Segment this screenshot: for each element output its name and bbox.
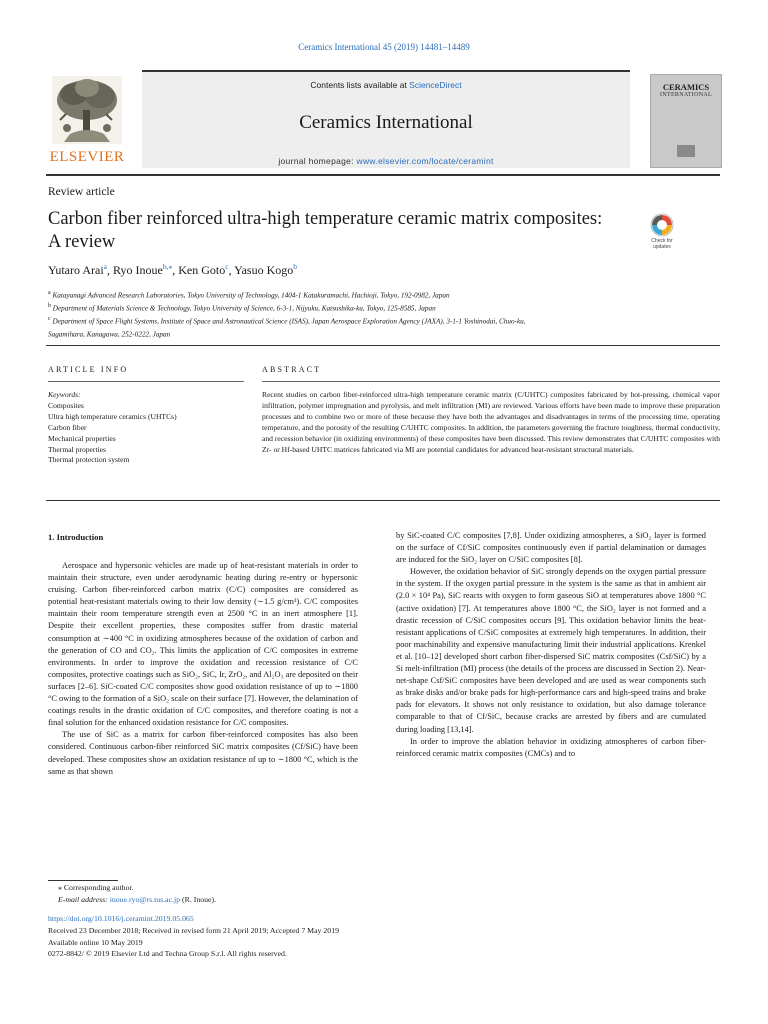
keyword-item: Thermal protection system xyxy=(48,455,130,465)
email-link[interactable]: inoue.ryo@rs.tus.ac.jp xyxy=(109,894,181,904)
elsevier-tree-icon xyxy=(52,76,122,144)
footnote-rule xyxy=(48,880,118,881)
affiliation-line xyxy=(48,327,718,340)
copyright-line: 0272-8842/ © 2019 Elsevier Ltd and Techna Group S.r.l. All rights reserved. xyxy=(48,949,287,959)
meta-divider xyxy=(46,345,720,346)
footnote xyxy=(58,882,216,905)
keywords-label: Keywords: xyxy=(48,390,81,399)
author-name[interactable]: Ken Goto xyxy=(178,263,226,277)
section-heading-introduction: 1. Introduction xyxy=(48,532,104,542)
title-line-2: A review xyxy=(48,232,116,252)
affiliation-marker: a xyxy=(48,290,51,296)
author-affiliation-marker[interactable]: b,⁎ xyxy=(162,262,173,271)
keywords-block xyxy=(48,390,177,466)
article-type: Review article xyxy=(48,186,115,198)
author-separator: , xyxy=(172,263,179,277)
email-suffix: (R. Inoue). xyxy=(180,894,217,904)
affiliation-text: Sagamihara, Kanagawa, 252-0222, Japan xyxy=(48,330,171,339)
homepage-link[interactable]: www.elsevier.com/locate/ceramint xyxy=(356,156,494,166)
article-title xyxy=(48,208,648,254)
keyword-item: Thermal properties xyxy=(48,444,106,454)
affiliations xyxy=(48,288,718,340)
cover-image xyxy=(677,145,695,157)
abstract-rule xyxy=(262,381,720,382)
crossmark-label-1: Check for xyxy=(651,238,673,244)
keyword-item: Ultra high temperature ceramics (UHTCs) xyxy=(48,411,177,421)
contents-line xyxy=(142,80,630,90)
affiliation-text: Department of Space Flight Systems, Institute of Space and Astronautical Science (ISAS), Japan Aerospace Exploration Agency (JAXA), 3-1-1 Yoshinodai, Chuo-ku, xyxy=(50,317,526,326)
abstract-heading: ABSTRACT xyxy=(262,365,322,374)
author-name[interactable]: Yasuo Kogo xyxy=(234,263,294,277)
contents-prefix: Contents lists available at xyxy=(310,80,410,90)
crossmark-label-2: updates xyxy=(653,244,671,250)
body-paragraph: by SiC-coated C/C composites [7,8]. Under oxidizing atmospheres, a SiO₂ layer is formed on the surface of Cf/SiC composites continuously even if partial delamination or damages are induced for the SiO₂ layer on C/SiC composites [8]. xyxy=(396,531,706,565)
article-info-heading: ARTICLE INFO xyxy=(48,365,129,374)
cover-title: CERAMICS xyxy=(662,82,710,92)
journal-header xyxy=(46,66,720,170)
email-label: E-mail address: xyxy=(58,894,110,904)
affiliation-line xyxy=(48,288,718,301)
received-dates: Received 23 December 2018; Received in revised form 21 April 2019; Accepted 7 May 2019 xyxy=(48,925,340,935)
cover-subtitle: INTERNATIONAL xyxy=(660,92,712,98)
journal-citation[interactable]: Ceramics International 45 (2019) 14481–14489 xyxy=(298,42,470,52)
journal-name: Ceramics International xyxy=(299,112,473,133)
homepage-line xyxy=(142,156,630,166)
publication-metadata xyxy=(48,913,339,960)
author-name[interactable]: Yutaro Arai xyxy=(48,263,104,277)
keyword-item: Carbon fiber xyxy=(48,422,87,432)
title-line-1: Carbon fiber reinforced ultra-high temperature ceramic matrix composites: xyxy=(48,209,603,229)
article-info-rule xyxy=(48,381,244,382)
affiliation-marker: c xyxy=(48,315,51,322)
body-paragraph: In order to improve the ablation behavior in oxidizing atmospheres of carbon fiber-reinforced ceramic matrix composites (CMCs) and to xyxy=(396,736,706,758)
author-separator: , xyxy=(228,263,235,277)
journal-cover-thumbnail[interactable] xyxy=(650,74,722,168)
keywords-list xyxy=(48,401,177,466)
homepage-prefix: journal homepage: xyxy=(278,156,357,166)
author-name[interactable]: Ryo Inoue xyxy=(113,263,163,277)
available-online: Available online 10 May 2019 xyxy=(48,937,143,947)
elsevier-logo[interactable] xyxy=(46,70,128,166)
author-affiliation-marker[interactable]: a xyxy=(103,262,107,271)
doi-link[interactable]: https://doi.org/10.1016/j.ceramint.2019.05.065 xyxy=(48,914,194,923)
keyword-item: Composites xyxy=(48,400,84,410)
abstract-end-divider xyxy=(46,500,720,501)
body-paragraph: However, the oxidation behavior of SiC strongly depends on the oxygen partial pressure in the system. If the oxygen partial pressure in the system is the same as that in ambient air (2.0 × 10⁴ Pa), SiC reacts with oxygen to form gaseous SiO at temperatures above 1800 °C (active oxidation) [7]. At temperatures above 1800 °C, the SiO₂ layer is not formed and a drastic recession of C/SiC composites occurs [9]. This oxidation behavior limits the heat-resistant applications of C/SiC composites at extremely high temperatures. In addition, their poor machinability and expensive manufacturing limit their industrial applications. Krenkel et al. [10–12] developed short carbon fiber-dispersed SiC matrix composites (Csf/SiC) by a Si melt-infiltration (MI) process (the details of the process are discussed in Section 2). Near-net-shape Csf/SiC composites have been developed and are used as wear components such as brake disks and/or brake pads for high-performance cars and high-speed trains and brake pads for elevators. It shows not only resistance to oxidation, but also damage tolerance comparable to that of Cf/SiC, because cracks are arrested by fibers and are cumulated during loading [13,14]. xyxy=(396,567,706,734)
body-column-left xyxy=(48,560,358,778)
crossmark-badge[interactable] xyxy=(644,212,680,254)
author-affiliation-marker[interactable]: b xyxy=(293,262,298,271)
affiliation-marker: b xyxy=(48,302,51,309)
keyword-item: Mechanical properties xyxy=(48,433,116,443)
email-line xyxy=(58,894,216,906)
body-paragraph: Aerospace and hypersonic vehicles are made up of heat-resistant materials in order to maintain their structure, even under aerodynamic heating during re-entry or hypersonic cruising. Carbon fiber-reinforced carbon matrix (C/C) composites are considered as potential heat-resistant materials owing to their low density (∼1.5 g/cm³). C/C composites maintain their room temperature strength even at 2500 °C in an inert atmosphere [1]. Despite their excellent properties, these composites suffer from drastic material consumption at ∼400 °C in oxidizing atmospheres because of the oxidation of carbon and the generation of CO and CO₂. This limits the application of C/C composites in extreme environments. In order to improve the oxidation and recession resistance of C/C composites, protective coatings such as SiO₂, SiC, Ir, ZrO₂, and Al₂O₃ are deposited on their surfaces [2–6]. SiC-coated C/C composites show good oxidation resistance of up to ∼1800 °C owing to the formation of a SiO₂ scale on their surface [7]. However, the delamination of coatings results in the drastic oxidation of C/C composites, and therefore coating is not a final solution for the enhanced oxidation resistance for C/C composites. xyxy=(48,561,358,728)
body-paragraph: The use of SiC as a matrix for carbon fiber-reinforced composites has also been considered. Continuous carbon-fiber reinforced SiC matrix composites (Cf/SiC) have been developed. These composites show an oxidation resistance of up to ∼1800 °C, which is the same as that shown xyxy=(48,730,358,776)
journal-banner xyxy=(142,70,630,168)
corresponding-author-note: ⁎ Corresponding author. xyxy=(58,883,134,892)
elsevier-wordmark: ELSEVIER xyxy=(49,149,125,165)
author-list xyxy=(48,262,297,278)
affiliation-line xyxy=(48,301,718,314)
header-divider xyxy=(46,174,720,176)
affiliation-text: Department of Materials Science & Technology, Tokyo University of Science, 6-3-1, Nijyuku, Katsushika-ku, Tokyo, 125-8585, Japan xyxy=(51,304,436,313)
affiliation-line xyxy=(48,314,718,327)
body-column-right xyxy=(396,530,706,760)
affiliation-text: Katayanagi Advanced Research Laboratories, Tokyo University of Technology, 1404-1 Katakuramachi, Hachioji, Tokyo, 192-0982, Japan xyxy=(50,291,450,300)
sciencedirect-link[interactable]: ScienceDirect xyxy=(409,80,462,90)
abstract-text: Recent studies on carbon fiber-reinforced ultra-high temperature ceramic matrix (C/UHTC) composites fabricated by hot-pressing, chemical vapor infiltration, polymer impregnation and pyrolysis, and melt infiltration (MI) are reviewed. Various efforts have been made to improve these preparation processes and to combine two or more of these because they have both the advantages and disadvantages in terms of the processing time, operating temperature, and the porosity of the resulting C/UHTC composites. In addition, the parameters governing the fracture toughness, thermal conductivity, and recession behavior (in oxidizing environments) of these composites have been discussed. This review demonstrates that C/UHTC composites with Zr- or Hf-based UHTC matrices fabricated via MI are potential candidates for advanced heat-resistant structural materials. xyxy=(262,390,720,454)
author-separator: , xyxy=(107,263,113,277)
author-affiliation-marker[interactable]: c xyxy=(225,262,229,271)
